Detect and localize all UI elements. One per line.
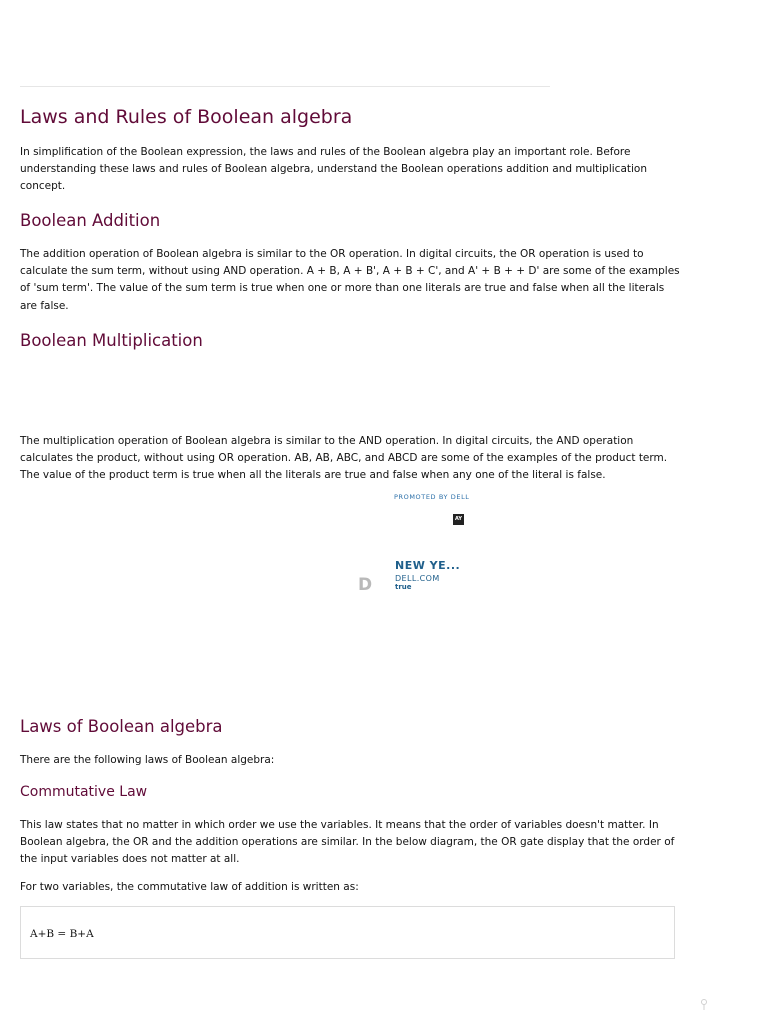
scroll-hint-icon[interactable] xyxy=(698,998,710,1012)
page-title: Laws and Rules of Boolean algebra xyxy=(20,106,353,128)
boolean-multiplication-heading: Boolean Multiplication xyxy=(20,331,203,350)
intro-paragraph: In simplification of the Boolean expression, the laws and rules of the Boolean algebra play an important role. Before understanding these laws and rules of Boolean algebra, understand the Boolean operations addition and multiplication concept. xyxy=(20,146,648,193)
commutative-law-heading: Commutative Law xyxy=(20,784,148,800)
boolean-addition-paragraph: The addition operation of Boolean algebra is similar to the OR operation. In digital circuits, the OR operation is used to calculate the sum term, without using AND operation. A + B, A + B', A + B + C', and A' + B + + D' are some of the examples of 'sum term'. The value of the sum term is true when one or more than one literals are true and false when all the literals are false. xyxy=(20,248,680,312)
ad-title-link[interactable]: NEW YE... xyxy=(395,559,461,572)
ad-choices-icon[interactable]: AY xyxy=(453,514,464,525)
ad-domain-link[interactable]: DELL.COM xyxy=(395,574,440,583)
commutative-law-paragraph: This law states that no matter in which order we use the variables. It means that the order of variables doesn't matter. In Boolean algebra, the OR and the addition operations are similar. In the below diagram, the OR gate display that the order of the input variables does not matter at all. xyxy=(20,819,675,866)
formula-box xyxy=(20,906,675,959)
boolean-addition-heading: Boolean Addition xyxy=(20,211,161,230)
top-divider xyxy=(20,86,550,87)
ad-logo-icon[interactable]: D xyxy=(358,575,373,595)
ad-tag: true xyxy=(395,583,412,591)
ad-promoted-label: PROMOTED BY DELL xyxy=(394,493,470,501)
commutative-lead-paragraph: For two variables, the commutative law of addition is written as: xyxy=(20,881,359,893)
laws-heading: Laws of Boolean algebra xyxy=(20,717,223,736)
commutative-formula: A+B = B+A xyxy=(30,928,94,940)
boolean-multiplication-paragraph: The multiplication operation of Boolean algebra is similar to the AND operation. In digital circuits, the AND operation calculates the product, without using OR operation. AB, AB, ABC, and ABCD are some of the examples of the product term. The value of the product term is true when all the literals are true and false when any one of the literal is false. xyxy=(20,435,668,482)
laws-intro-paragraph: There are the following laws of Boolean algebra: xyxy=(20,754,275,766)
